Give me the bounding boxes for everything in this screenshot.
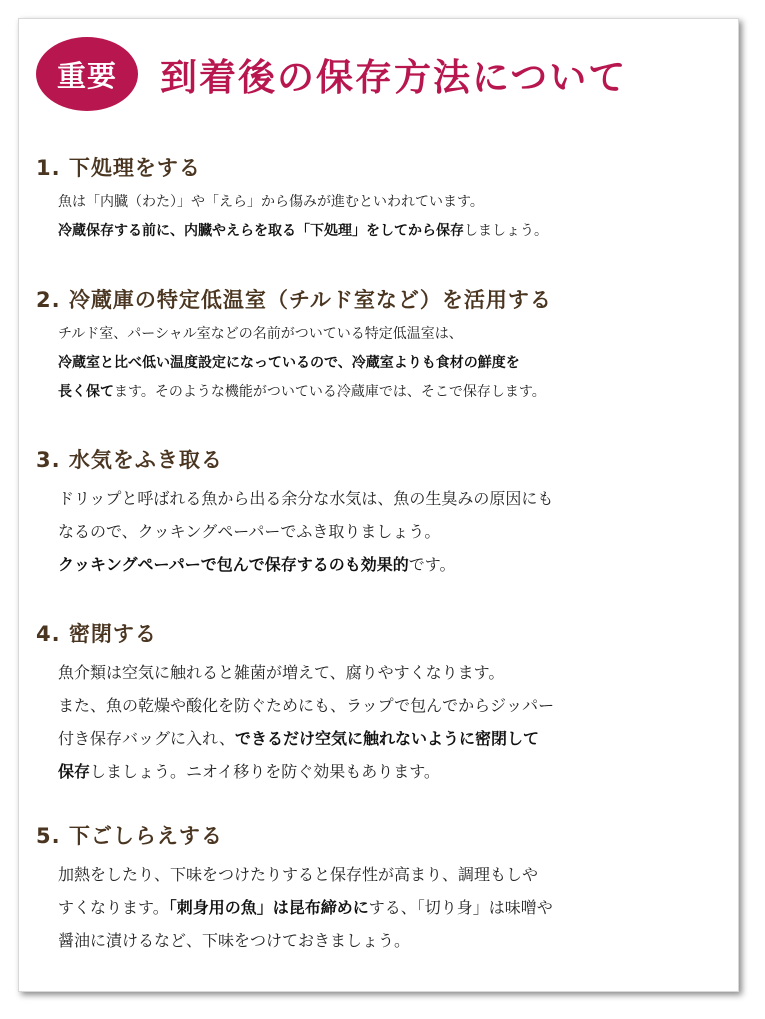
emphasis-text: 冷蔵保存する前に、内臓やえらを取る「下処理」をしてから保存 <box>58 223 464 239</box>
body-text: また、魚の乾燥や酸化を防ぐためにも、ラップで包んでからジッパー <box>58 696 555 715</box>
body-line <box>36 891 706 924</box>
body-line <box>36 188 706 217</box>
section-5 <box>36 820 706 957</box>
section-title: 4. 密閉する <box>36 622 157 646</box>
section-title: 5. 下ごしらえする <box>36 824 223 848</box>
body-text: 醤油に漬けるなど、下味をつけておきましょう。 <box>58 931 411 950</box>
body-line <box>36 722 706 755</box>
emphasis-text: 「刺身用の魚」は昆布締めに <box>168 898 369 917</box>
body-text: する、「切り身」は味噌や <box>368 898 553 917</box>
section-3 <box>36 444 706 581</box>
body-line <box>36 924 706 957</box>
section-2 <box>36 284 706 407</box>
section-title: 3. 水気をふき取る <box>36 448 223 472</box>
body-text: しましょう。ニオイ移りを防ぐ効果もあります。 <box>90 762 440 781</box>
body-line <box>36 349 706 378</box>
body-text: 魚は「内臓（わた）」や「えら」から傷みが進むといわれています。 <box>58 194 484 210</box>
body-line <box>36 378 706 407</box>
body-line <box>36 689 706 722</box>
section-body <box>36 482 706 581</box>
section-body <box>36 858 706 957</box>
section-title: 1. 下処理をする <box>36 156 201 180</box>
body-line <box>36 217 706 246</box>
body-line <box>36 755 706 788</box>
important-badge: 重要 <box>36 37 138 111</box>
emphasis-text: 冷蔵室と比べ低い温度設定になっているので、冷蔵室よりも食材の鮮度を <box>58 355 520 371</box>
body-text: しましょう。 <box>464 223 548 239</box>
section-title: 2. 冷蔵庫の特定低温室（チルド室など）を活用する <box>36 288 552 312</box>
section-body <box>36 320 706 407</box>
body-text: ドリップと呼ばれる魚から出る余分な水気は、魚の生臭みの原因にも <box>58 489 554 508</box>
section-1 <box>36 152 706 246</box>
body-text: チルド室、パーシャル室などの名前がついている特定低温室は、 <box>58 326 463 342</box>
section-body <box>36 656 706 788</box>
header <box>36 36 627 112</box>
page-title: 到着後の保存方法について <box>160 56 628 99</box>
body-text: すくなります。 <box>58 898 169 917</box>
body-line <box>36 320 706 349</box>
section-body <box>36 188 706 246</box>
body-text: です。 <box>408 555 456 574</box>
body-text: なるので、クッキングペーパーでふき取りましょう。 <box>58 522 441 541</box>
body-line <box>36 482 706 515</box>
body-line <box>36 656 706 689</box>
body-line <box>36 515 706 548</box>
body-text: 魚介類は空気に触れると雑菌が増えて、腐りやすくなります。 <box>58 663 505 682</box>
body-line <box>36 858 706 891</box>
body-text: ます。そのような機能がついている冷蔵庫では、そこで保存します。 <box>114 384 546 400</box>
emphasis-text: クッキングペーパーで包んで保存するのも効果的 <box>58 555 409 574</box>
section-4 <box>36 618 706 788</box>
emphasis-text: 長く保て <box>58 384 114 400</box>
body-text: 加熱をしたり、下味をつけたりすると保存性が高まり、調理もしや <box>58 865 539 884</box>
emphasis-text: 保存 <box>58 762 91 781</box>
body-line <box>36 548 706 581</box>
body-text: 付き保存バッグに入れ、 <box>58 729 235 748</box>
emphasis-text: できるだけ空気に触れないように密閉して <box>234 729 539 748</box>
